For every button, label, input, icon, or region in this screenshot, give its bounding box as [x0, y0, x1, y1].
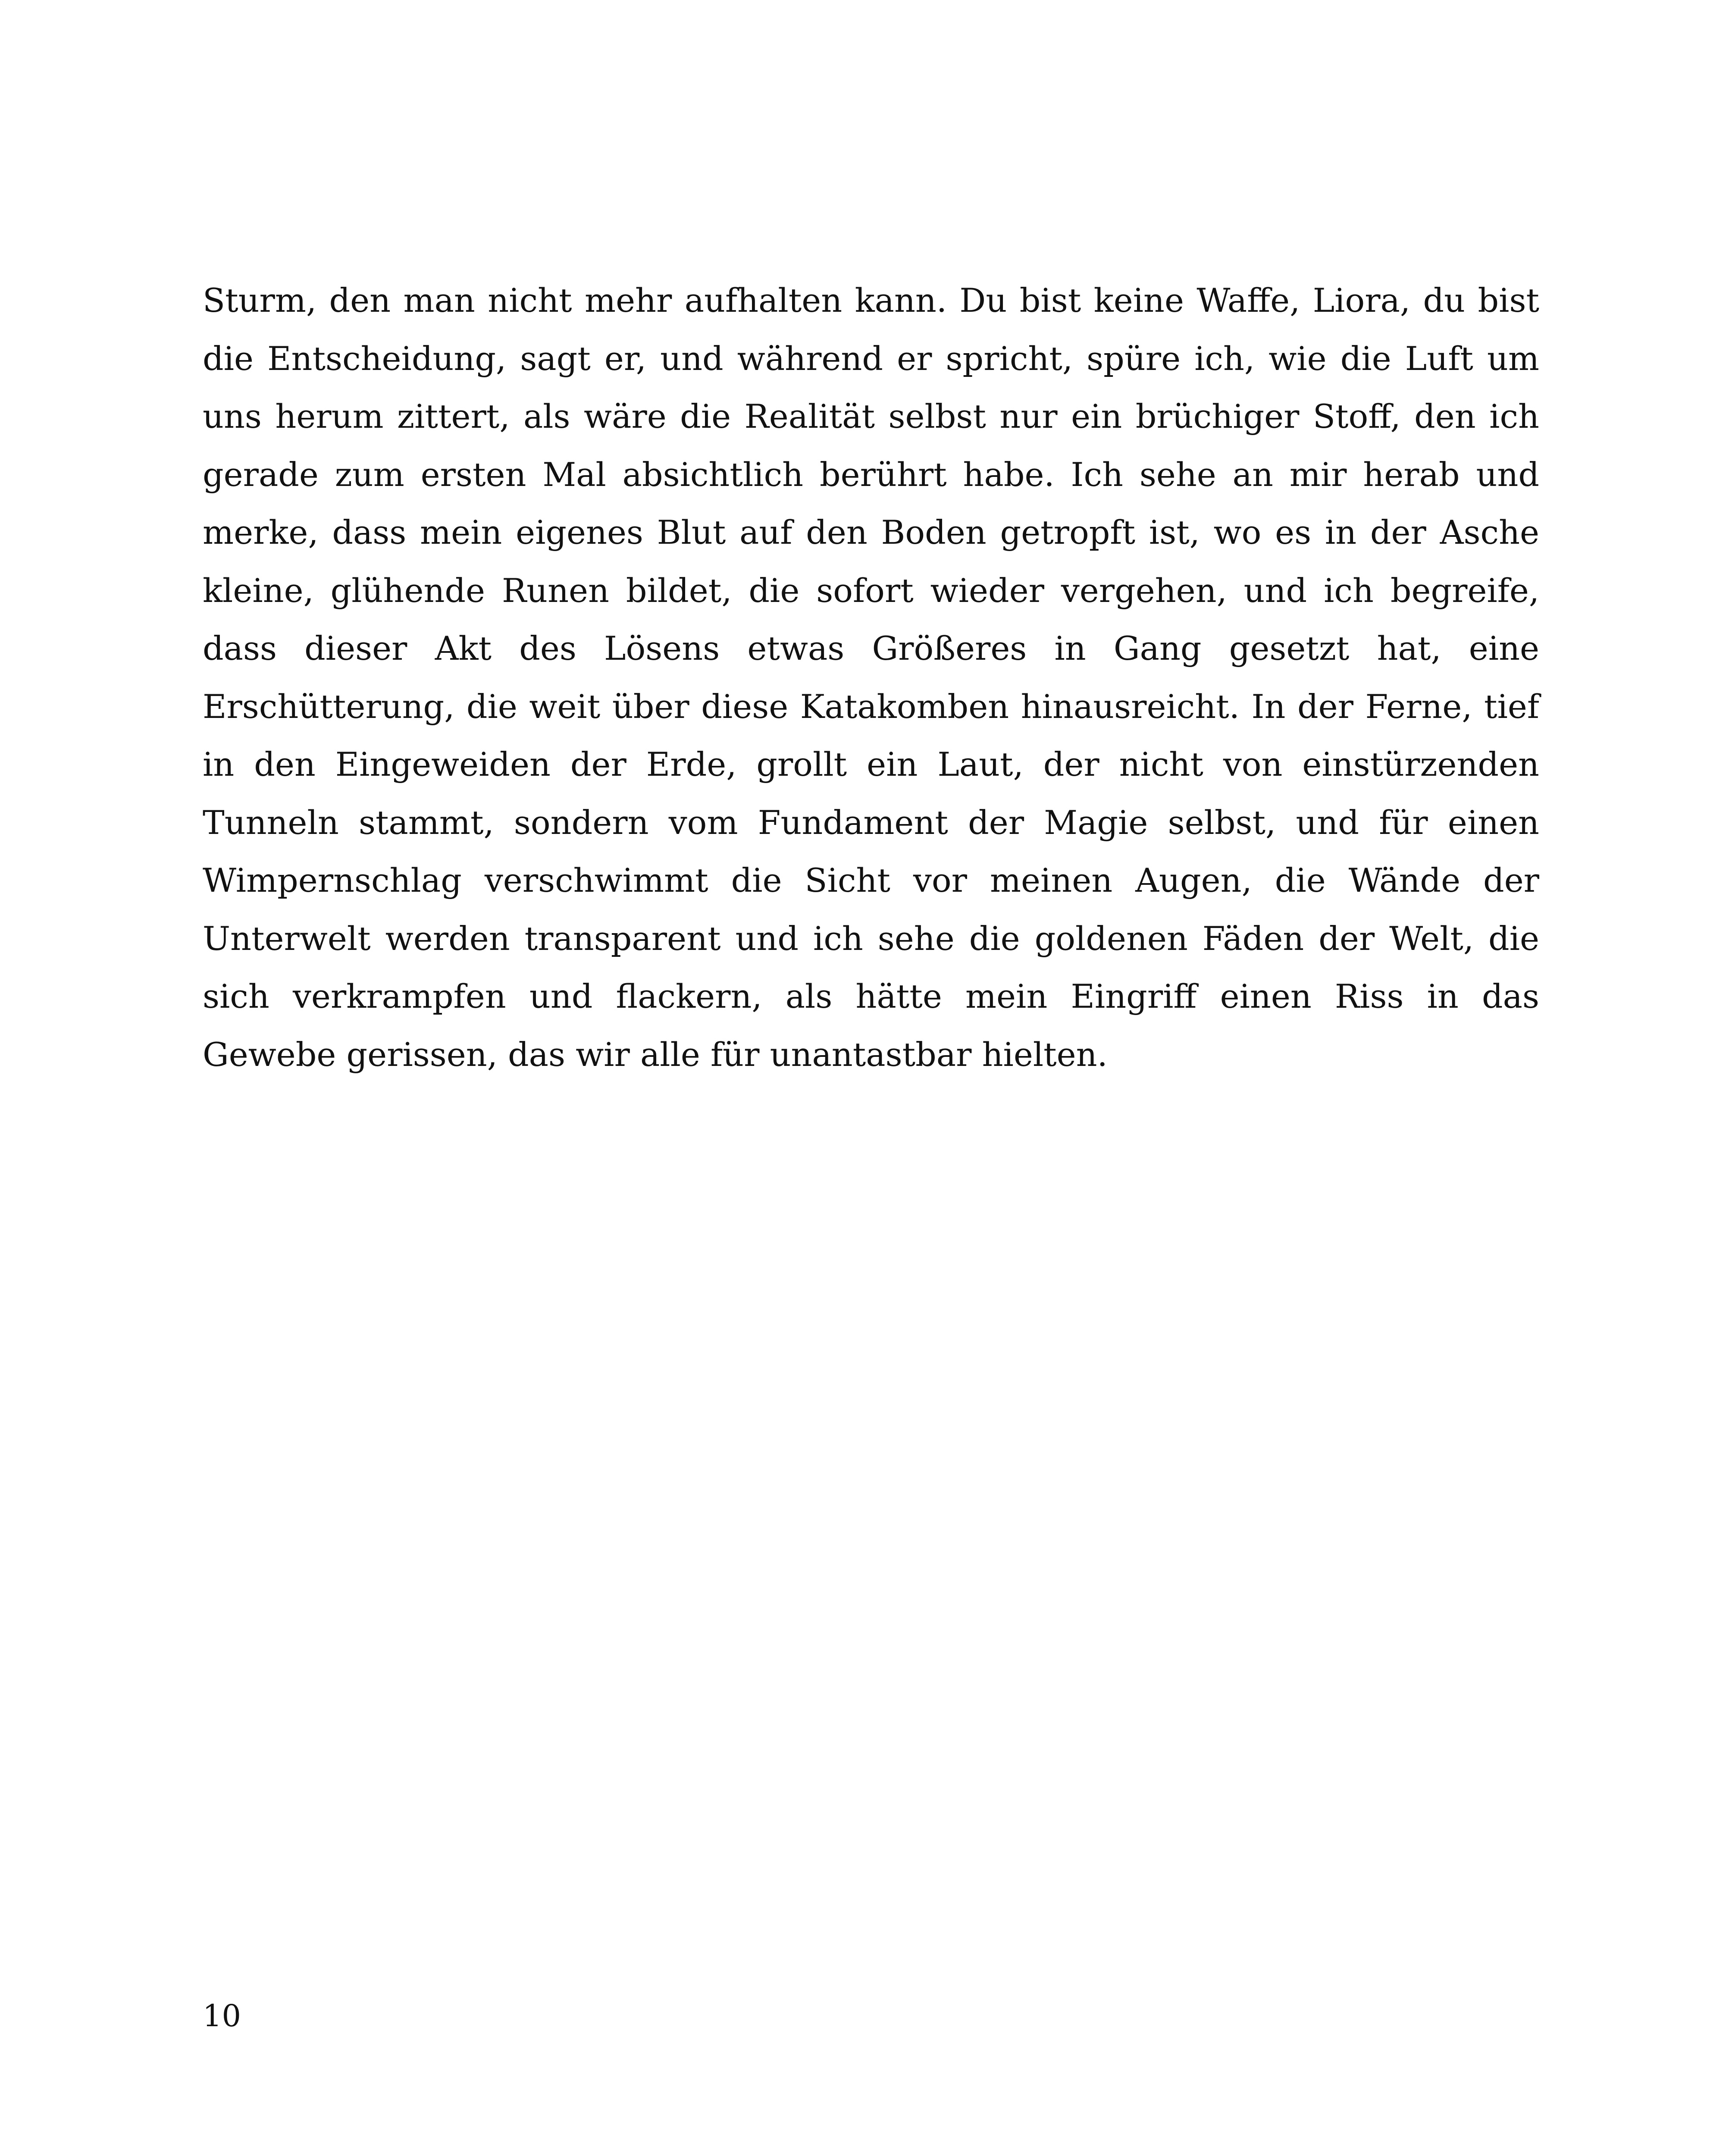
page-number: 10: [203, 1998, 241, 2034]
body-paragraph: Sturm, den man nicht mehr aufhalten kann. Du bist keine Waffe, Liora, du bist die Entscheidung, sagt er, und während er spricht, spüre ich, wie die Luft um uns herum zittert, als wäre die Realität selbst nur ein brüchiger Stoff, den ich gerade zum ersten Mal absichtlich berührt habe. Ich sehe an mir herab und merke, dass mein eigenes Blut auf den Boden getropft ist, wo es in der Asche kleine, glühende Runen bildet, die sofort wieder vergehen, und ich begreife, dass dieser Akt des Lösens etwas Größeres in Gang gesetzt hat, eine Erschütterung, die weit über diese Katakomben hinausreicht. In der Ferne, tief in den Eingeweiden der Erde, grollt ein Laut, der nicht von einstürzenden Tunneln stammt, sondern vom Fundament der Magie selbst, und für einen Wimpernschlag verschwimmt die Sicht vor meinen Augen, die Wände der Unterwelt werden transparent und ich sehe die goldenen Fäden der Welt, die sich verkrampfen und flackern, als hätte mein Eingriff einen Riss in das Gewebe gerissen, das wir alle für unantastbar hielten.: [203, 281, 1539, 1074]
